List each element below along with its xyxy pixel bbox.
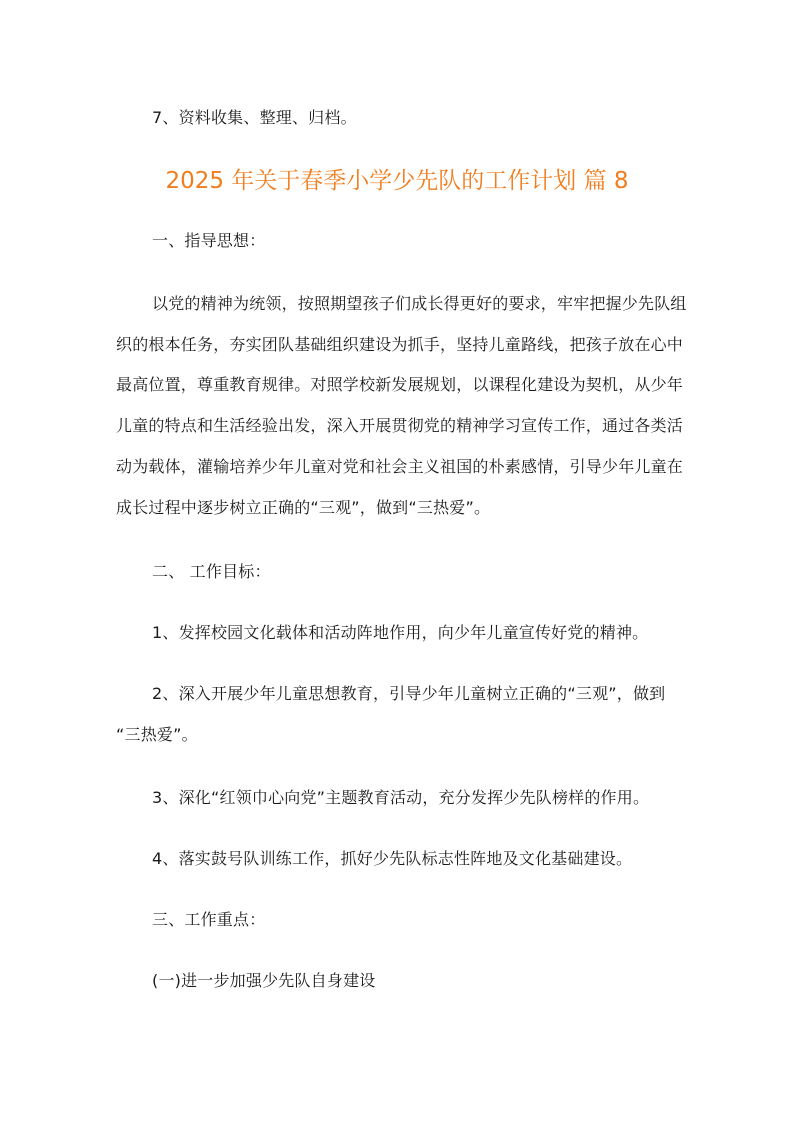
paragraph-line: 以党的精神为统领，按照期望孩子们成长得更好的要求，牢牢把握少先队组	[152, 294, 687, 313]
section-heading-work-focus: 三、工作重点：	[152, 910, 266, 929]
goal-item-2-line2: “三热爱”。	[116, 725, 198, 744]
paragraph-line: 动为载体，灌输培养少年儿童对党和社会主义祖国的朴素感情，引导少年儿童在	[116, 457, 684, 476]
paragraph-line: 儿童的特点和生活经验出发，深入开展贯彻党的精神学习宣传工作，通过各类活	[116, 416, 684, 435]
goal-item-3: 3、深化“红领巾心向党”主题教育活动，充分发挥少先队榜样的作用。	[152, 788, 650, 807]
goal-item-2-line1: 2、深入开展少年儿童思想教育，引导少年儿童树立正确的“三观”，做到	[152, 684, 666, 703]
focus-item-1: (一)进一步加强少先队自身建设	[152, 971, 376, 990]
document-title: 2025 年关于春季小学少先队的工作计划 篇 8	[165, 168, 629, 194]
paragraph-line: 成长过程中逐步树立正确的“三观”，做到“三热爱”。	[116, 498, 491, 517]
section-heading-work-goals: 二、 工作目标：	[152, 562, 271, 581]
list-item-7: 7、资料收集、整理、归档。	[152, 108, 357, 127]
paragraph-line: 织的根本任务，夯实团队基础组织建设为抓手，坚持儿童路线，把孩子放在心中	[116, 335, 684, 354]
goal-item-1: 1、发挥校园文化载体和活动阵地作用，向少年儿童宣传好党的精神。	[152, 623, 649, 642]
paragraph-line: 最高位置，尊重教育规律。对照学校新发展规划，以课程化建设为契机，从少年	[116, 375, 684, 394]
section-heading-guiding-ideology: 一、指导思想：	[152, 231, 266, 250]
goal-item-4: 4、落实鼓号队训练工作，抓好少先队标志性阵地及文化基础建设。	[152, 849, 633, 868]
